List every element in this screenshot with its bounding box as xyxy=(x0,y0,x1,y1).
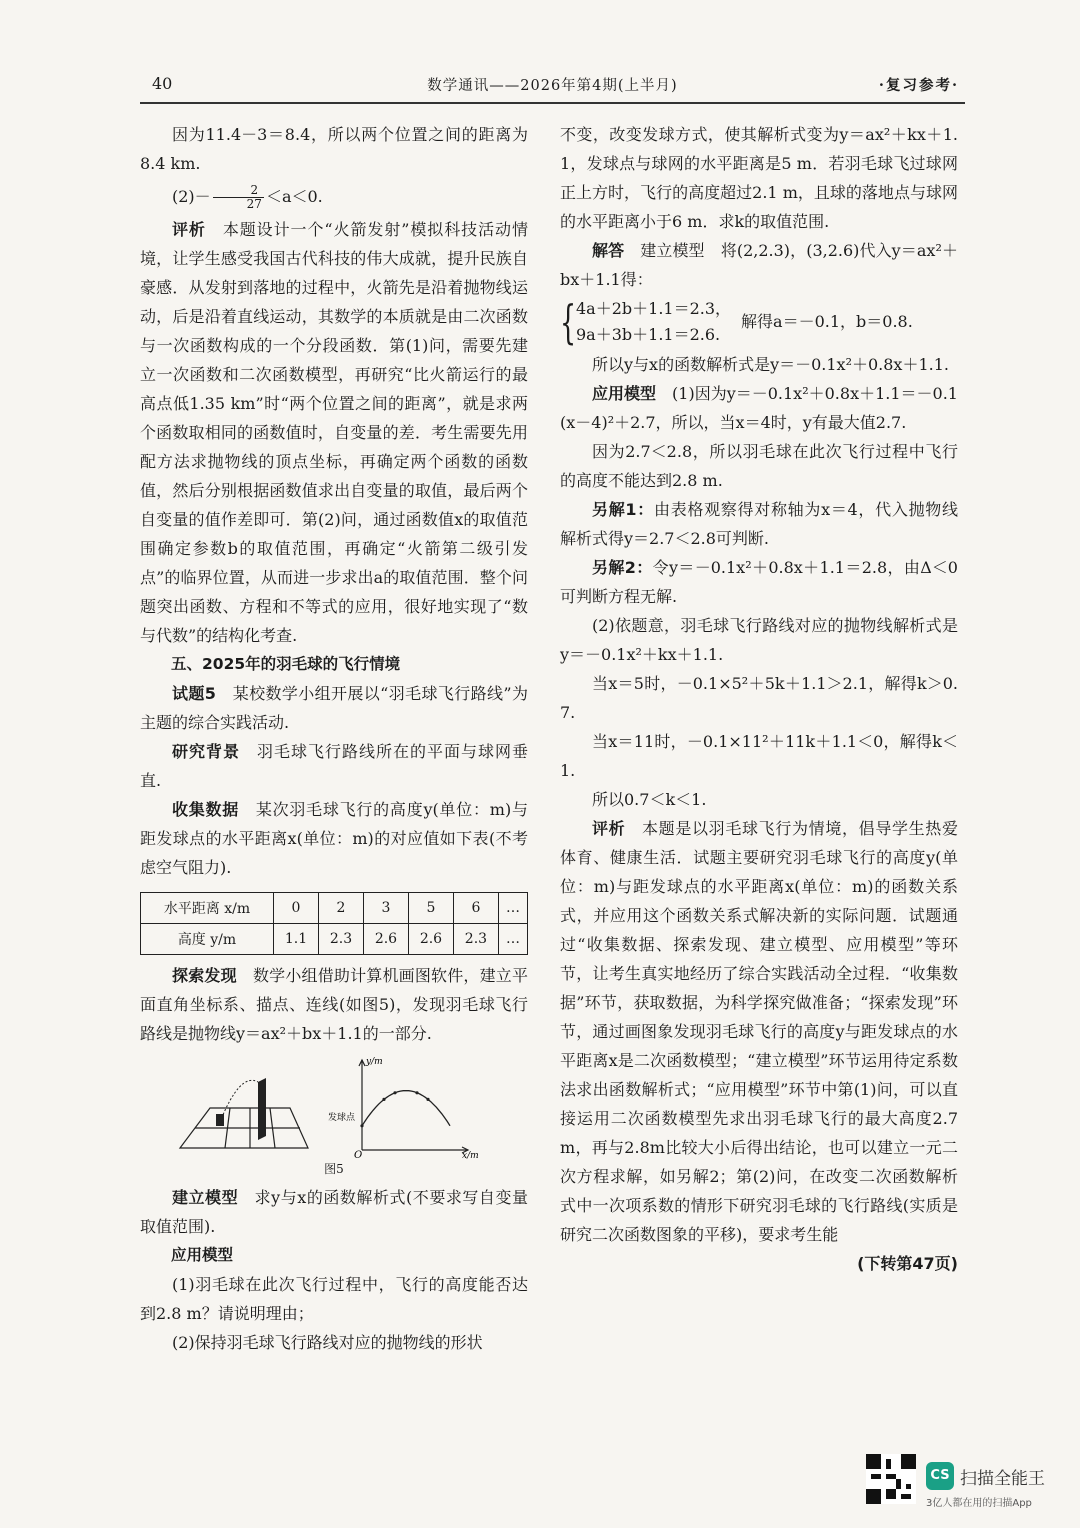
explore-discovery: 探索发现 数学小组借助计算机画图软件，建立平面直角坐标系、描点、连线(如图5)，发现羽毛球飞行路线是抛物线y＝ax²＋bx＋1.1的一部分. xyxy=(140,966,528,1043)
table-cell: … xyxy=(498,893,527,924)
data-point xyxy=(382,1098,385,1101)
table-cell: 2 xyxy=(318,893,363,924)
figure-5-svg xyxy=(140,1052,528,1160)
parabola-curve xyxy=(362,1091,450,1126)
fraction: $\frac{2}{27}$ xyxy=(213,184,264,211)
answer-part2: (2)－ $\frac{2}{27}$ ＜a＜0. xyxy=(172,183,323,211)
coordinate-axes xyxy=(359,1060,468,1153)
section-name: ·复习参考· xyxy=(878,77,959,94)
answer-paragraph: 解答 建立模型 将(2,2.3)，(3,2.6)代入y＝ax²＋bx＋1.1得： xyxy=(560,241,958,289)
figure-5 xyxy=(140,1052,528,1160)
table-cell: 2.6 xyxy=(408,924,453,955)
question-2-continued: 不变，改变发球方式，使其解析式变为y＝ax²＋kx＋1.1，发球点与球网的水平距离是5 m．若羽毛球飞过球网正上方时，飞行的高度超过2.1 m，且球的落地点与球网的水平距离小于6 m．求k的取值范围. xyxy=(560,125,958,231)
equation-system xyxy=(560,296,958,348)
trajectory-sketch xyxy=(220,1080,258,1122)
page-number: 40 xyxy=(152,74,173,93)
equation-2: 9a＋3b＋1.1＝2.6. xyxy=(576,325,721,344)
equation-1: 4a＋2b＋1.1＝2.3， xyxy=(576,299,732,318)
court-sketch xyxy=(180,1108,308,1148)
section-title: 五、2025年的羽毛球的飞行情境 xyxy=(171,655,401,673)
part-2-a: (2)依题意，羽毛球飞行路线对应的抛物线解析式是y＝－0.1x²＋kx＋1.1. xyxy=(560,616,958,664)
equation-solution: 解得a＝－0.1，b＝0.8. xyxy=(741,312,913,331)
figure-caption: 图5 xyxy=(324,1162,344,1176)
camscanner-logo-icon: CS xyxy=(926,1462,954,1490)
origin-label: O xyxy=(354,1150,363,1160)
y-axis-label: y/m xyxy=(366,1057,383,1067)
table-cell: 高度 y/m xyxy=(141,924,274,955)
function-result: 所以y与x的函数解析式是y＝－0.1x²＋0.8x＋1.1. xyxy=(592,355,949,374)
data-point xyxy=(426,1098,429,1101)
right-column xyxy=(560,120,958,1278)
serve-point-label: 发球点 xyxy=(328,1113,356,1123)
review-paragraph-2: 评析 本题是以羽毛球飞行为情境，倡导学生热爱体育、健康生活．试题主要研究羽毛球飞行的高度y(单位：m)与距发球点的水平距离x(单位：m)的函数关系式，并应用这个函数关系式解决新的实际问题．试题通过“收集数据、探索发现、建立模型、应用模型”等环节，让考生真实地经历了综合实践活动全过程．“收集数据”环节，获取数据，为科学探究做准备；“探索发现”环节，通过画图象发现羽毛球飞行的高度y与距发球点的水平距离x是二次函数模型；“建立模型”环节运用待定系数法求出函数解析式；“应用模型”环节中第(1)问，可以直接运用二次函数模型先求出羽毛球飞行的最大高度2.7m，再与2.8m比较大小后得出结论，也可以建立一元二次方程求解，如另解2；第(2)问，在改变二次函数解析式中一次项系数的情形下研究羽毛球的飞行路线(实质是研究二次函数图象的平移)，要求考生能 xyxy=(560,819,958,1244)
table-row xyxy=(141,893,528,924)
apply-model-label: 应用模型 xyxy=(171,1246,234,1264)
table-row xyxy=(141,924,528,955)
page-header xyxy=(140,66,965,104)
x-axis-label: x/m xyxy=(462,1151,479,1160)
data-table xyxy=(140,892,528,955)
apply-answer-1: 应用模型 (1)因为y＝－0.1x²＋0.8x＋1.1＝－0.1(x－4)²＋2.7，所以，当x＝4时，y有最大值2.7. xyxy=(560,384,958,432)
table-cell: 2.6 xyxy=(363,924,408,955)
build-model: 建立模型 求y与x的函数解析式(不要求写自变量取值范围). xyxy=(140,1188,528,1236)
apply-question-2: (2)保持羽毛球飞行路线对应的抛物线的形状 xyxy=(172,1333,483,1352)
paragraph: 因为11.4－3＝8.4，所以两个位置之间的距离为8.4 km. xyxy=(140,125,528,173)
collect-data: 收集数据 某次羽毛球飞行的高度y(单位：m)与距发球点的水平距离x(单位：m)的对应值如下表(不考虑空气阻力). xyxy=(140,800,528,877)
table-cell: 5 xyxy=(408,893,453,924)
table-cell: 0 xyxy=(274,893,319,924)
part-2-d: 所以0.7＜k＜1. xyxy=(592,790,707,809)
net-post xyxy=(258,1078,266,1140)
review-label: 评析 xyxy=(172,220,206,239)
table-cell: 2.3 xyxy=(318,924,363,955)
continued-note: (下转第47页) xyxy=(857,1254,958,1273)
scanner-app-name: 扫描全能王 xyxy=(960,1469,1045,1489)
data-point xyxy=(360,1124,363,1127)
scanner-tagline: 3亿人都在用的扫描App xyxy=(926,1498,1032,1509)
data-point xyxy=(415,1091,418,1094)
alternative-2: 另解2：令y＝－0.1x²＋0.8x＋1.1＝2.8，由Δ＜0可判断方程无解. xyxy=(560,558,958,606)
player-marker xyxy=(216,1114,224,1126)
data-point xyxy=(393,1091,396,1094)
conclusion-1: 因为2.7＜2.8，所以羽毛球在此次飞行过程中飞行的高度不能达到2.8 m. xyxy=(560,442,958,490)
table-cell: 1.1 xyxy=(274,924,319,955)
qr-code-icon xyxy=(866,1454,916,1504)
left-column xyxy=(140,120,528,1357)
journal-title: 数学通讯——2026年第4期(上半月) xyxy=(427,78,678,94)
review-paragraph: 评析 本题设计一个“火箭发射”模拟科技活动情境，让学生感受我国古代科技的伟大成就，提升民族自豪感．从发射到落地的过程中，火箭先是沿着抛物线运动，后是沿着直线运动，其数学的本质就是由二次函数与一次函数构成的一个分段函数．第(1)问，需要先建立一次函数和二次函数模型，再研究“比火箭运行的最高点低1.35 km”时“两个位置之间的距离”，就是求两个函数取相同的函数值时，自变量的差．考生需要先用配方法求抛物线的顶点坐标，再确定两个函数的函数值，然后分别根据函数值求出自变量的取值，最后两个自变量的值作差即可．第(2)问，通过函数值x的取值范围确定参数b的取值范围，再确定“火箭第二级引发点”的临界位置，从而进一步求出a的取值范围．整个问题突出函数、方程和不等式的应用，很好地实现了“数与代数”的结构化考查. xyxy=(140,220,528,645)
table-cell: … xyxy=(498,924,527,955)
question-5: 试题5 某校数学小组开展以“羽毛球飞行路线”为主题的综合实践活动. xyxy=(140,684,528,732)
table-cell: 3 xyxy=(363,893,408,924)
parabola-points xyxy=(360,1091,429,1127)
alternative-1: 另解1：由表格观察得对称轴为x＝4，代入抛物线解析式得y＝2.7＜2.8可判断. xyxy=(560,500,958,548)
table-cell: 2.3 xyxy=(453,924,498,955)
apply-question-1: (1)羽毛球在此次飞行过程中，飞行的高度能否达到2.8 m？请说明理由； xyxy=(140,1275,528,1323)
table-cell: 水平距离 x/m xyxy=(141,893,274,924)
research-background: 研究背景 羽毛球飞行路线所在的平面与球网垂直. xyxy=(140,742,528,790)
brace-icon: { xyxy=(560,295,577,349)
part-2-b: 当x＝5时，－0.1×5²＋5k＋1.1＞2.1，解得k＞0.7. xyxy=(560,674,958,722)
part-2-c: 当x＝11时，－0.1×11²＋11k＋1.1＜0，解得k＜1. xyxy=(560,732,958,780)
table-cell: 6 xyxy=(453,893,498,924)
